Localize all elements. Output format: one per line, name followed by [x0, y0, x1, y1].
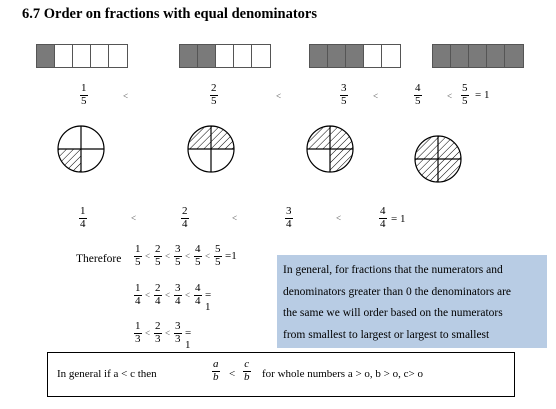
less-than-sign: <	[276, 91, 282, 101]
denominator: 5	[211, 95, 217, 107]
fraction-3-4	[285, 206, 293, 230]
circle-2-of-4	[186, 124, 236, 174]
bar-cell	[109, 45, 127, 67]
numerator: c	[244, 358, 250, 370]
denominator: 4	[175, 295, 181, 307]
bar-cell	[216, 45, 234, 67]
less-than-sign: <	[165, 290, 171, 300]
less-than-sign: <	[229, 368, 236, 380]
less-than-sign: <	[373, 91, 379, 101]
denominator: 3	[155, 333, 161, 345]
denominator: 4	[286, 218, 292, 230]
fraction-5-5	[461, 83, 469, 107]
numerator: 2	[182, 205, 188, 217]
fraction-1-4	[134, 283, 142, 307]
less-than-sign: <	[123, 91, 129, 101]
denominator: 5	[462, 95, 468, 107]
bar-cell-shaded	[346, 45, 364, 67]
equals-one: = 1	[475, 89, 490, 101]
bar-cell	[234, 45, 252, 67]
circle-3-of-4	[305, 124, 355, 174]
denominator: 3	[135, 333, 141, 345]
fraction-5-5	[214, 244, 222, 268]
fraction-1-3	[134, 321, 142, 345]
fraction-1-5	[80, 83, 88, 107]
denominator: 4	[80, 218, 86, 230]
fraction-bar-1-of-5	[36, 44, 128, 68]
fraction-bar-5-of-5	[432, 44, 524, 68]
fraction-3-5	[340, 83, 348, 107]
bar-cell	[73, 45, 91, 67]
denominator: 5	[341, 95, 347, 107]
fraction-2-5	[154, 244, 162, 268]
denominator: 5	[195, 256, 201, 268]
less-than-sign: <	[145, 290, 151, 300]
denominator: 4	[155, 295, 161, 307]
denominator: 5	[415, 95, 421, 107]
fraction-3-3	[174, 321, 182, 345]
bar-cell-shaded	[198, 45, 216, 67]
denominator: 4	[195, 295, 201, 307]
numerator: 5	[215, 243, 221, 255]
less-than-sign: <	[232, 213, 238, 223]
numerator: 1	[135, 320, 141, 332]
bar-cell-shaded	[505, 45, 523, 67]
numerator: 3	[341, 82, 347, 94]
less-than-sign: <	[205, 251, 211, 261]
rule-box	[47, 352, 515, 397]
fraction-2-4	[181, 206, 189, 230]
numerator: 1	[80, 205, 86, 217]
equals-one: =1	[225, 250, 237, 262]
fraction-4-4	[379, 206, 387, 230]
numerator: 3	[286, 205, 292, 217]
denominator: 5	[215, 256, 221, 268]
rule-prefix: In general if a < c then	[57, 368, 157, 380]
fraction-bar-3-of-5	[309, 44, 401, 68]
numerator: 1	[135, 243, 141, 255]
denominator: b	[244, 371, 250, 383]
less-than-sign: <	[145, 328, 151, 338]
numerator: 2	[155, 243, 161, 255]
bar-cell-shaded	[469, 45, 487, 67]
fraction-1-5	[134, 244, 142, 268]
therefore-label: Therefore	[76, 253, 122, 265]
less-than-sign: <	[447, 91, 453, 101]
denominator: 5	[175, 256, 181, 268]
fraction-a-over-b	[212, 359, 220, 383]
equals-one: = 1	[185, 327, 192, 351]
numerator: 1	[135, 282, 141, 294]
numerator: 3	[175, 243, 181, 255]
fraction-2-5	[210, 83, 218, 107]
numerator: 3	[175, 320, 181, 332]
numerator: 2	[155, 320, 161, 332]
bar-cell-shaded	[433, 45, 451, 67]
numerator: 4	[415, 82, 421, 94]
denominator: 4	[135, 295, 141, 307]
note-line: In general, for fractions that the numerators and	[283, 264, 503, 276]
note-line: from smallest to largest or largest to smallest	[283, 328, 490, 341]
fraction-3-5	[174, 244, 182, 268]
fraction-2-3	[154, 321, 162, 345]
less-than-sign: <	[185, 251, 191, 261]
numerator: a	[213, 358, 219, 370]
less-than-sign: <	[145, 251, 151, 261]
less-than-sign: <	[165, 251, 171, 261]
bar-cell	[364, 45, 382, 67]
less-than-sign: <	[131, 213, 137, 223]
fraction-bar-2-of-5	[179, 44, 271, 68]
denominator: 4	[182, 218, 188, 230]
fraction-2-4	[154, 283, 162, 307]
numerator: 2	[211, 82, 217, 94]
less-than-sign: <	[336, 213, 342, 223]
denominator: b	[213, 371, 219, 383]
bar-cell	[382, 45, 400, 67]
bar-cell	[252, 45, 270, 67]
denominator: 5	[81, 95, 87, 107]
note-line: the same we will order based on the numerators	[283, 307, 503, 319]
numerator: 2	[155, 282, 161, 294]
numerator: 3	[175, 282, 181, 294]
fraction-4-5	[194, 244, 202, 268]
circle-4-of-4	[413, 134, 463, 184]
numerator: 4	[195, 282, 201, 294]
less-than-sign: <	[185, 290, 191, 300]
fraction-4-4	[194, 283, 202, 307]
equals-one: = 1	[205, 289, 212, 313]
page-title: 6.7 Order on fractions with equal denominators	[22, 6, 317, 22]
numerator: 4	[195, 243, 201, 255]
fraction-c-over-b	[243, 359, 251, 383]
note-line: denominators greater than 0 the denominators are	[283, 285, 512, 298]
bar-cell	[91, 45, 109, 67]
less-than-sign: <	[165, 328, 171, 338]
bar-cell-shaded	[37, 45, 55, 67]
numerator: 4	[380, 205, 386, 217]
denominator: 4	[380, 218, 386, 230]
bar-cell-shaded	[451, 45, 469, 67]
bar-cell-shaded	[180, 45, 198, 67]
denominator: 5	[135, 256, 141, 268]
denominator: 5	[155, 256, 161, 268]
equals-one: = 1	[391, 213, 406, 225]
denominator: 3	[175, 333, 181, 345]
fraction-3-4	[174, 283, 182, 307]
circle-1-of-4	[56, 124, 106, 174]
fraction-4-5	[414, 83, 422, 107]
bar-cell	[55, 45, 73, 67]
numerator: 5	[462, 82, 468, 94]
numerator: 1	[81, 82, 87, 94]
bar-cell-shaded	[310, 45, 328, 67]
fraction-1-4	[79, 206, 87, 230]
bar-cell-shaded	[328, 45, 346, 67]
rule-suffix: for whole numbers a > o, b > o, c> o	[262, 368, 423, 380]
general-note-box	[277, 255, 547, 348]
bar-cell-shaded	[487, 45, 505, 67]
